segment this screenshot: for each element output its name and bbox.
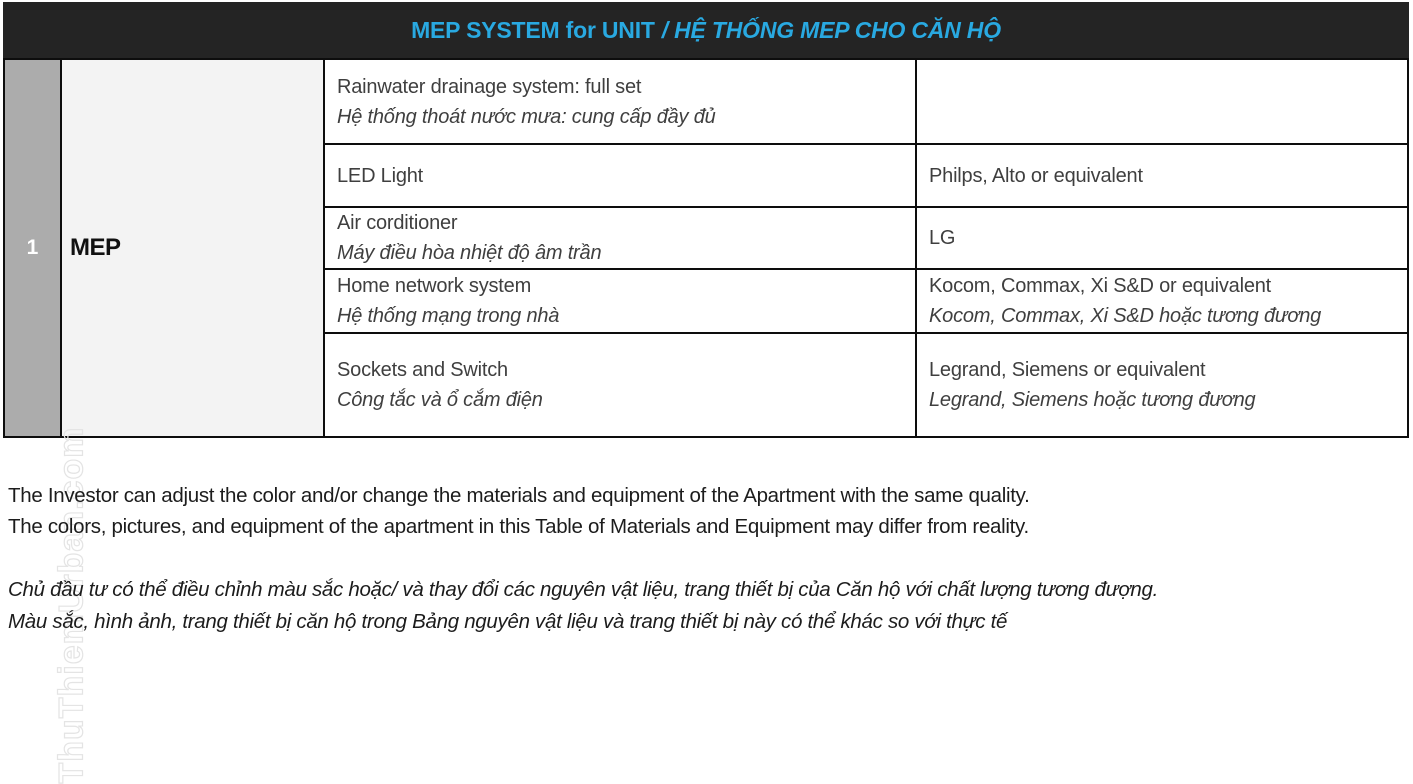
item-cell-home-network	[325, 270, 915, 332]
item-text-en: Rainwater drainage system: full set	[337, 75, 642, 98]
item-text-en: Home network system	[337, 275, 532, 297]
disclaimer-english	[8, 480, 1029, 542]
header-title-vi: / HỆ THỐNG MEP CHO CĂN HỘ	[661, 16, 1001, 43]
category-column	[62, 60, 323, 436]
item-text-vi: Công tắc và ổ cắm điện	[337, 389, 543, 411]
category-label: MEP	[70, 234, 121, 261]
brand-cell-air-conditioner	[917, 208, 1407, 268]
watermark-text: ThuThiemUrban.com	[52, 426, 90, 784]
brand-text-vi: Legrand, Siemens hoặc tương đương	[929, 389, 1256, 411]
brand-text-en: LG	[929, 227, 956, 249]
disclaimer-en-line2: The colors, pictures, and equipment of the apartment in this Table of Materials and Equipment may differ from reality.	[8, 515, 1029, 538]
brand-text-en: Kocom, Commax, Xi S&D or equivalent	[929, 275, 1272, 297]
item-text-en: Sockets and Switch	[337, 359, 508, 381]
brand-cell-led-light	[917, 145, 1407, 206]
item-text-vi: Hệ thống mạng trong nhà	[337, 305, 560, 327]
brand-text-en: Legrand, Siemens or equivalent	[929, 359, 1206, 381]
brand-cell-home-network	[917, 270, 1407, 332]
item-cell-led-light	[325, 145, 915, 206]
item-text-en: Air corditioner	[337, 212, 458, 234]
item-text-vi: Hệ thống thoát nước mưa: cung cấp đầy đủ	[337, 105, 716, 128]
brand-cell-rainwater	[917, 60, 1407, 143]
table-header	[3, 2, 1409, 58]
disclaimer-vietnamese	[8, 574, 1158, 638]
disclaimer-vi-line2: Màu sắc, hình ảnh, trang thiết bị căn hộ trong Bảng nguyên vật liệu và trang thiết bị này có thể khác so với thực tế	[8, 610, 1008, 633]
disclaimer-vi-line1: Chủ đầu tư có thể điều chỉnh màu sắc hoặc/ và thay đổi các nguyên vật liệu, trang thiết bị của Căn hộ với chất lượng tương đượng.	[8, 578, 1159, 601]
brand-text-en: Philps, Alto or equivalent	[929, 164, 1143, 187]
header-title-en: MEP SYSTEM for UNIT	[411, 16, 655, 43]
row-number-column	[5, 60, 90, 784]
item-cell-air-conditioner	[325, 208, 915, 268]
brand-text-vi: Kocom, Commax, Xi S&D hoặc tương đương	[929, 305, 1322, 327]
item-cell-sockets-switch	[325, 334, 915, 436]
disclaimer-en-line1: The Investor can adjust the color and/or change the materials and equipment of the Apartment with the same quality.	[8, 484, 1030, 507]
item-text-vi: Máy điều hòa nhiệt độ âm trần	[337, 242, 602, 264]
section-number: 1	[26, 236, 39, 259]
item-cell-rainwater	[325, 60, 915, 143]
item-text-en: LED Light	[337, 164, 424, 187]
brand-cell-sockets-switch	[917, 334, 1407, 436]
